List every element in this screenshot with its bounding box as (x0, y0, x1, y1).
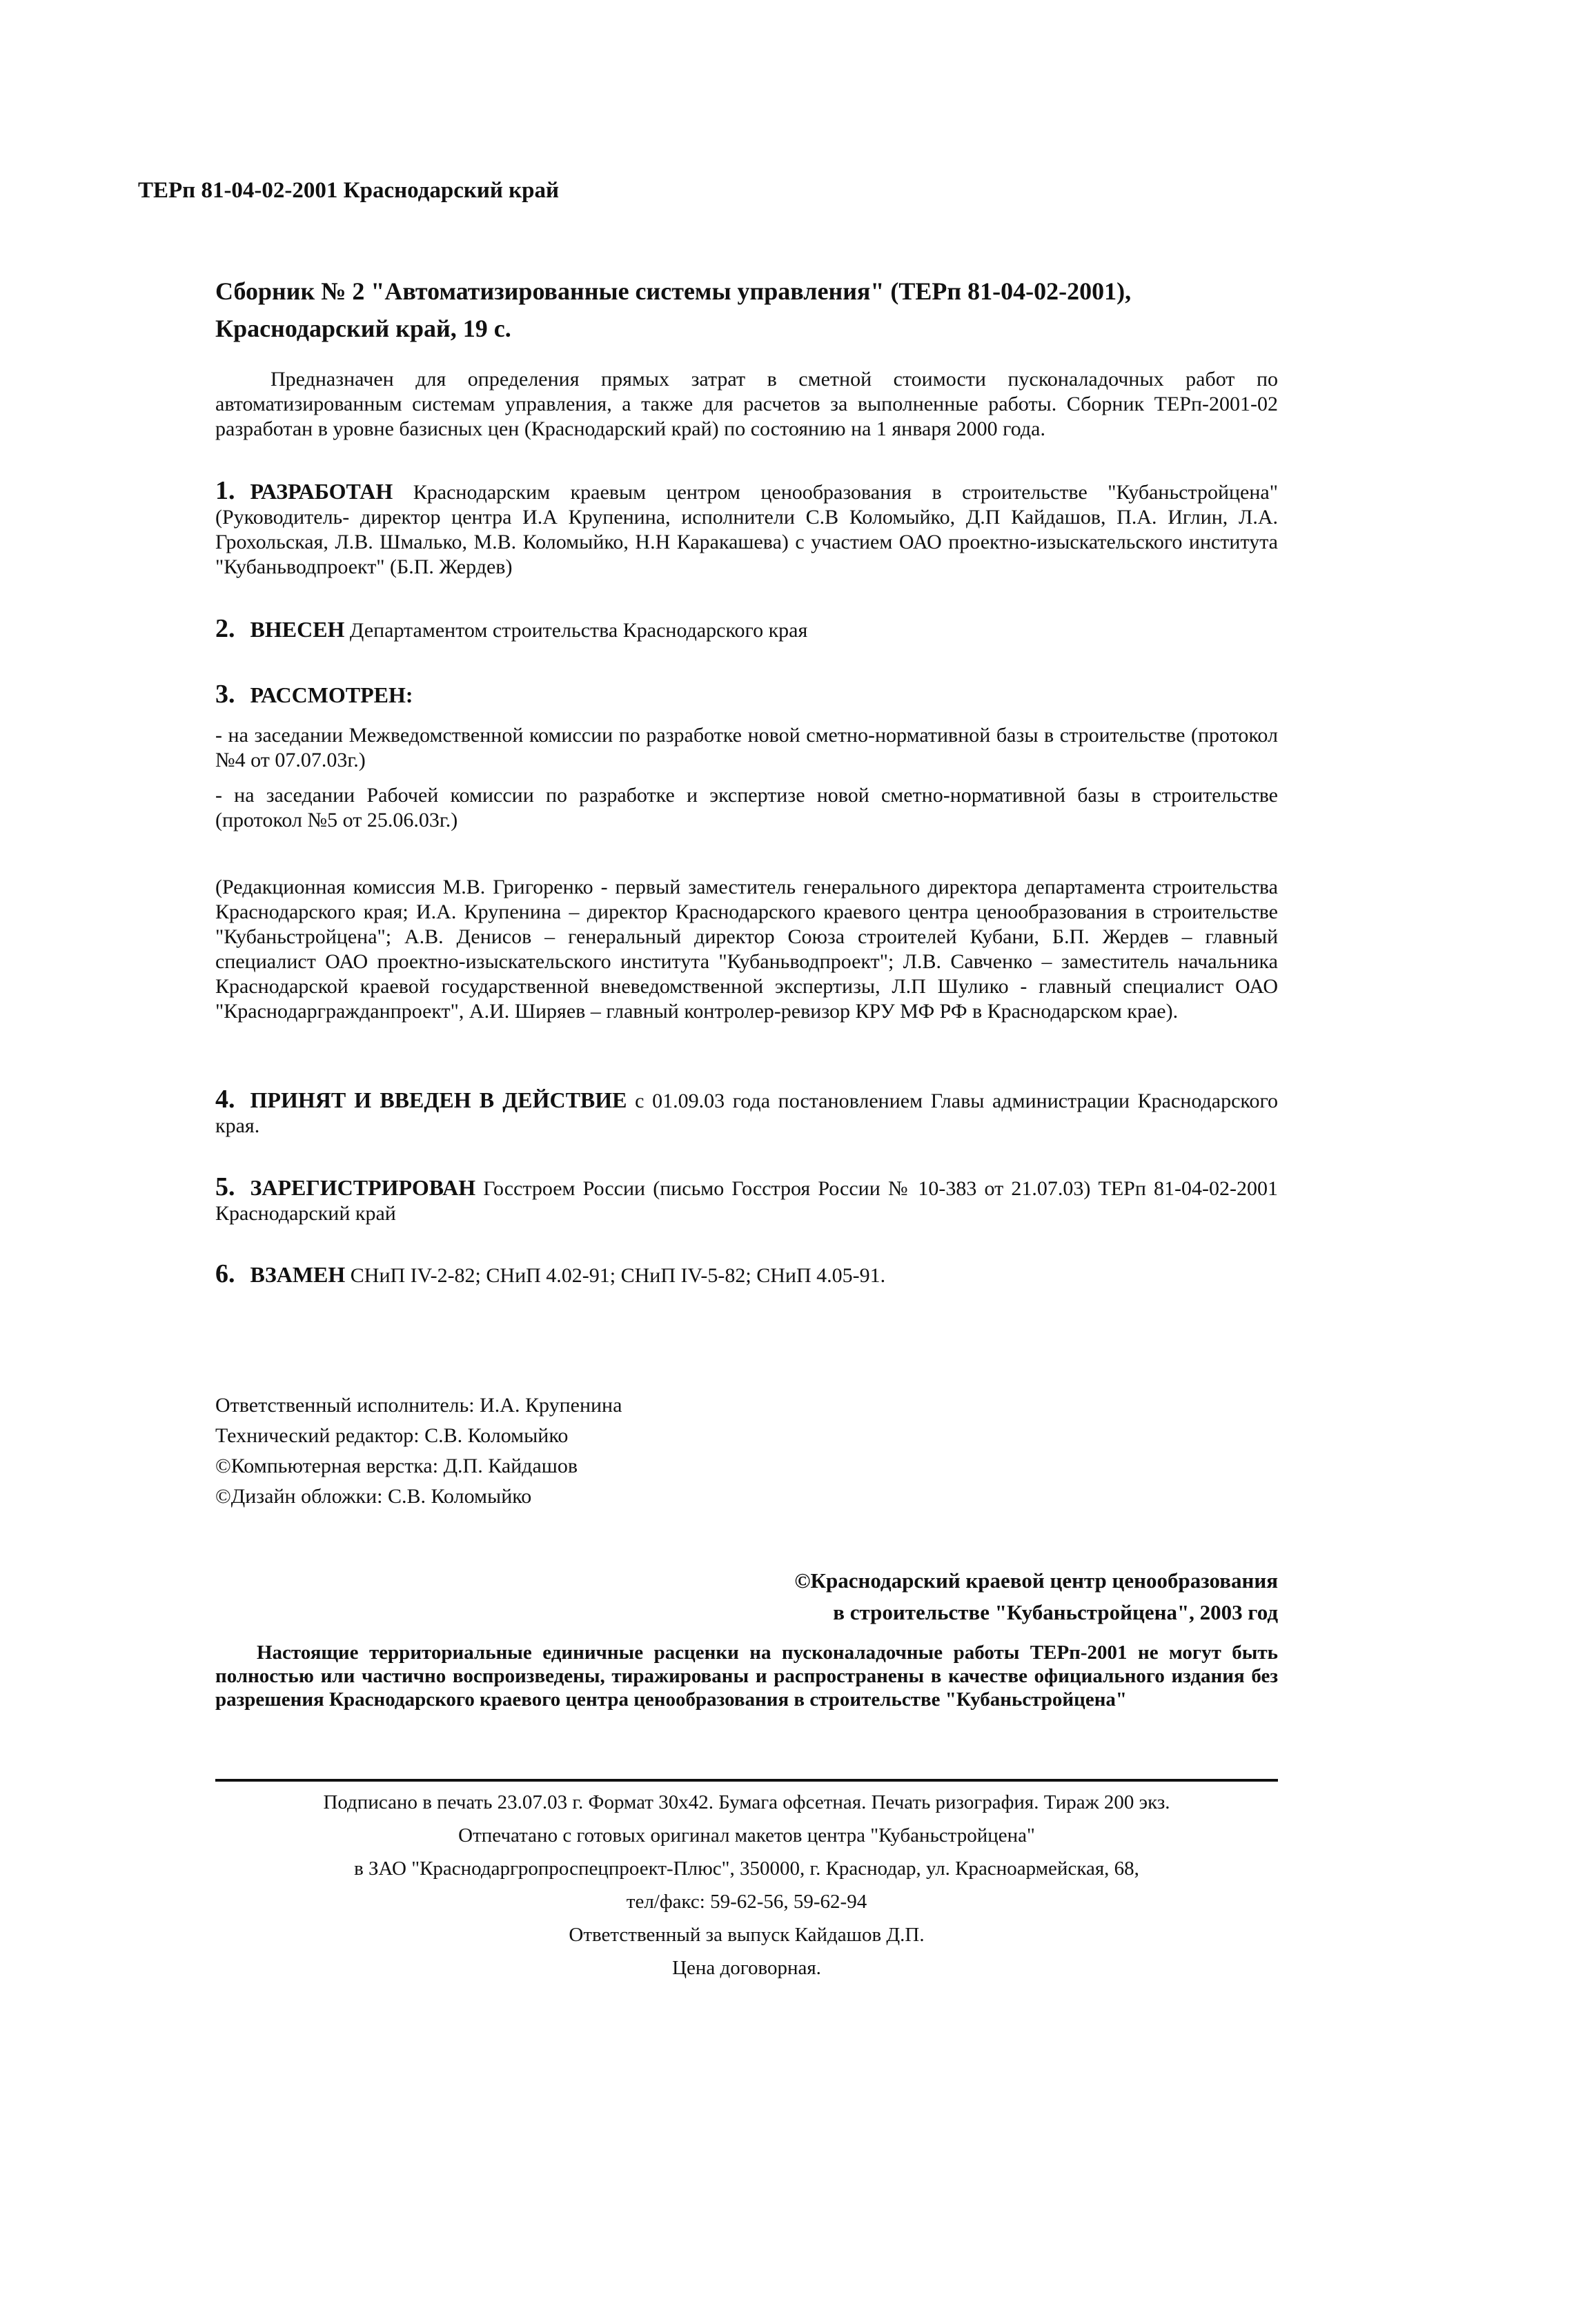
section-number: 3. (215, 680, 235, 709)
page-header: ТЕРп 81-04-02-2001 Краснодарский край (138, 178, 560, 203)
credit-tech-editor: Технический редактор: С.В. Коломыйко (215, 1424, 569, 1447)
section-number: 4. (215, 1085, 235, 1114)
section-reviewed (215, 682, 1278, 709)
section-number: 2. (215, 614, 235, 643)
credit-responsible: Ответственный исполнитель: И.А. Крупенина (215, 1394, 622, 1417)
imprint-block (215, 1786, 1278, 1985)
section-developed (215, 478, 1278, 580)
copyright-line-2: в строительстве "Кубаньстройцена", 2003 год (833, 1600, 1278, 1624)
editorial-commission: (Редакционная комиссия М.В. Григоренко - первый заместитель генерального директора департамента строительства Краснодарского края; И.А. Крупенина – директор Краснодарского краевого центра ценообразования в строительстве "Кубаньстройцена"; А.В. Денисов – генеральный директор Союза строителей Кубани, Б.П. Жердев – главный специалист ОАО проектно-изыскательского института "Кубаньводпроект"; Л.В. Савченко – заместитель начальника Краснодарской краевой государственной вневедомственной экспертизы, Л.П Шулико - главный специалист ОАО "Краснодаргражданпроект", А.И. Ширяев – главный контролер-ревизор КРУ МФ РФ в Краснодарском крае). (215, 876, 1278, 1023)
reproduction-notice: Настоящие территориальные единичные расценки на пусконаладочные работы ТЕРп-2001 не могут быть полностью или частично воспроизведены, тиражированы и распространены в качестве официального издания без разрешения Краснодарского краевого центра ценообразования в строительстве "Кубаньстройцена" (215, 1642, 1278, 1711)
section-text: с 01.09.03 года постановлением Главы администрации Краснодарского края. (215, 1090, 1279, 1137)
section-replaces (215, 1261, 1278, 1288)
imprint-print-details: Подписано в печать 23.07.03 г. Формат 30x42. Бумага офсетная. Печать ризография. Тираж 200 экз. (323, 1791, 1170, 1813)
section-title: ВЗАМЕН (250, 1262, 346, 1287)
credit-cover-design: ©Дизайн обложки: С.В. Коломыйко (215, 1485, 532, 1508)
section-title: ПРИНЯТ И ВВЕДЕН В ДЕЙСТВИЕ (250, 1087, 627, 1112)
section-number: 1. (215, 476, 235, 505)
section-text: Госстроем России (письмо Госстроя России № 10-383 от 21.07.03) ТЕРп 81-04-02-2001 Краснодарский край (215, 1177, 1278, 1225)
section-title: РАССМОТРЕН: (250, 682, 413, 707)
section-text: Краснодарским краевым центром ценообразования в строительстве "Кубаньстройцена" (Руководитель- директор центра И.А Крупенина, исполнители С.В Коломыйко, Д.П Кайдашов, П.А. Иглин, Л.А. Грохольская, Л.В. Шмалько, М.В. Коломыйко, Н.Н Каракашева) с участием ОАО проектно-изыскательского института "Кубаньводпроект" (Б.П. Жердев) (215, 481, 1278, 578)
imprint-phone: тел/факс: 59-62-56, 59-62-94 (626, 1891, 867, 1913)
section-registered (215, 1174, 1278, 1226)
divider (215, 1779, 1278, 1782)
intro-paragraph: Предназначен для определения прямых затрат в сметной стоимости пусконаладочных работ по автоматизированным системам управления, а также для расчетов за выполненные работы. Сборник ТЕРп-2001-02 разработан в уровне базисных цен (Краснодарский край) по состоянию на 1 января 2000 года. (215, 368, 1278, 440)
section-number: 6. (215, 1259, 235, 1288)
section-introduced (215, 616, 1278, 643)
copyright-block (690, 1565, 1278, 1628)
credit-layout: ©Компьютерная верстка: Д.П. Кайдашов (215, 1455, 578, 1477)
section-adopted (215, 1087, 1278, 1139)
title-line-1: Сборник № 2 "Автоматизированные системы управления" (ТЕРп 81-04-02-2001), (215, 277, 1132, 305)
imprint-responsible: Ответственный за выпуск Кайдашов Д.П. (569, 1924, 925, 1946)
credits-block (215, 1390, 622, 1512)
document-title (215, 273, 1306, 347)
reviewed-item-working: - на заседании Рабочей комиссии по разработке и экспертизе новой сметно-нормативной базы в строительстве (протокол №5 от 25.06.03г.) (215, 784, 1278, 831)
section-text: СНиП IV-2-82; СНиП 4.02-91; СНиП IV-5-82; СНиП 4.05-91. (350, 1264, 886, 1287)
section-title: ЗАРЕГИСТРИРОВАН (250, 1175, 476, 1200)
reviewed-item-interagency: - на заседании Межведомственной комиссии по разработке новой сметно-нормативной базы в строительстве (протокол №4 от 07.07.03г.) (215, 724, 1278, 771)
section-number: 5. (215, 1172, 235, 1201)
imprint-printed-from: Отпечатано с готовых оригинал макетов центра "Кубаньстройцена" (458, 1824, 1035, 1847)
imprint-address: в ЗАО "Краснодаргропроспецпроект-Плюс", 350000, г. Краснодар, ул. Красноармейская, 68, (354, 1858, 1139, 1880)
imprint-price: Цена договорная. (672, 1957, 821, 1979)
copyright-line-1: ©Краснодарский краевой центр ценообразования (794, 1568, 1278, 1593)
section-text: Департаментом строительства Краснодарского края (349, 619, 808, 642)
section-title: ВНЕСЕН (250, 617, 345, 642)
title-line-2: Краснодарский край, 19 с. (215, 315, 511, 342)
section-title: РАЗРАБОТАН (250, 479, 393, 504)
